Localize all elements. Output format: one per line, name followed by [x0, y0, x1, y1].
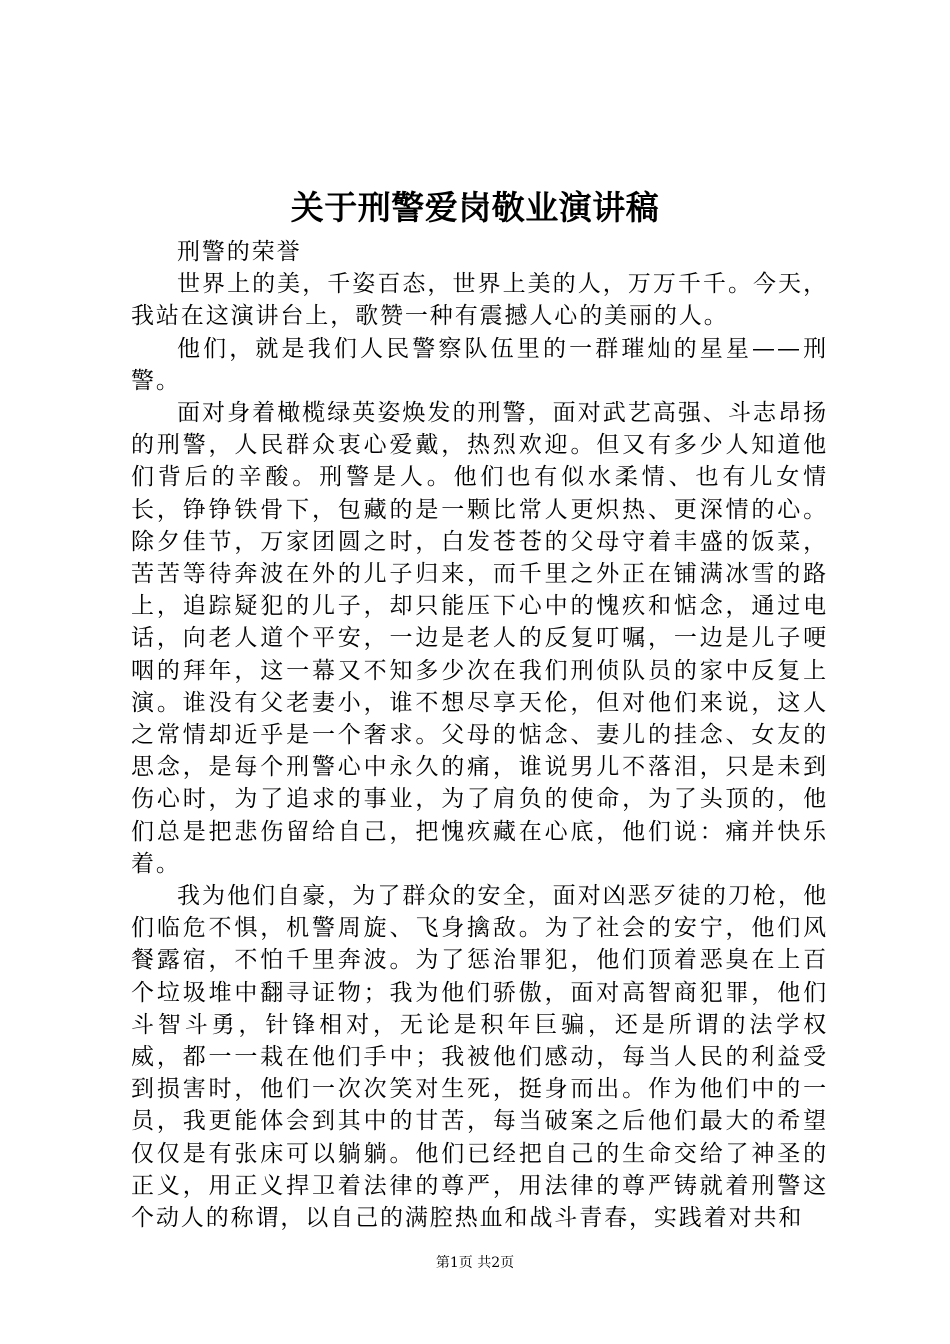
paragraph: 我为他们自豪，为了群众的安全，面对凶恶歹徒的刀枪，他们临危不惧，机警周旋、飞身擒敌。为了社会的安宁，他们风餐露宿，不怕千里奔波。为了惩治罪犯，他们顶着恶臭在上百个垃圾堆中翻寻证物；我为他们骄傲，面对高智商犯罪，他们斗智斗勇，针锋相对，无论是积年巨骗，还是所谓的法学权威，都一一栽在他们手中；我被他们感动，每当人民的利益受到损害时，他们一次次笑对生死，挺身而出。作为他们中的一员，我更能体会到其中的甘苦，每当破案之后他们最大的希望仅仅是有张床可以躺躺。他们已经把自己的生命交给了神圣的正义，用正义捍卫着法律的尊严，用法律的尊严铸就着刑警这个动人的称谓，以自己的满腔热血和战斗青春，实践着对共和	[131, 883, 828, 1232]
paragraph-subtitle: 刑警的荣誉	[177, 239, 302, 265]
document-title: 关于刑警爱岗敬业演讲稿	[290, 188, 660, 227]
paragraph: 面对身着橄榄绿英姿焕发的刑警，面对武艺高强、斗志昂扬的刑警，人民群众衷心爱戴，热烈欢迎。但又有多少人知道他们背后的辛酸。刑警是人。他们也有似水柔情、也有儿女情长，铮铮铁骨下，包藏的是一颗比常人更炽热、更深情的心。除夕佳节，万家团圆之时，白发苍苍的父母守着丰盛的饭菜，苦苦等待奔波在外的儿子归来，而千里之外正在铺满冰雪的路上，追踪疑犯的儿子，却只能压下心中的愧疚和惦念，通过电话，向老人道个平安，一边是老人的反复叮嘱，一边是儿子哽咽的拜年，这一幕又不知多少次在我们刑侦队员的家中反复上演。谁没有父老妻小，谁不想尽享天伦，但对他们来说，这人之常情却近乎是一个奢求。父母的惦念、妻儿的挂念、女友的思念，是每个刑警心中永久的痛，谁说男儿不落泪，只是未到伤心时，为了追求的事业，为了肩负的使命，为了头顶的，他们总是把悲伤留给自己，把愧疚藏在心底，他们说：痛并快乐着。	[131, 400, 828, 877]
document-body	[131, 236, 828, 1234]
page-footer: 第1页 共2页	[435, 1255, 515, 1271]
paragraph: 他们，就是我们人民警察队伍里的一群璀灿的星星——刑警。	[131, 335, 828, 394]
paragraph: 世界上的美，千姿百态，世界上美的人，万万千千。今天，我站在这演讲台上，歌赞一种有震撼人心的美丽的人。	[131, 271, 828, 330]
